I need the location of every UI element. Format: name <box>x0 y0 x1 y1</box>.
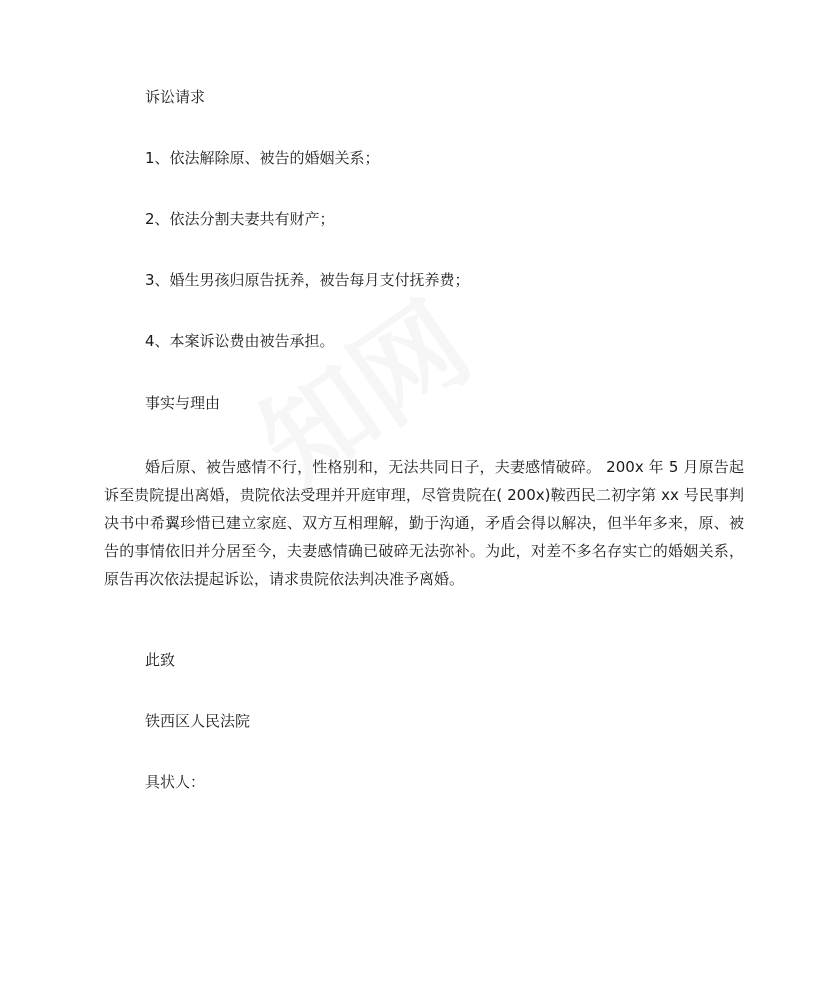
claim-item-2: 2、依法分割夫妻共有财产； <box>145 210 335 228</box>
claim-item-1: 1、依法解除原、被告的婚姻关系； <box>145 149 380 167</box>
heading-claims: 诉讼请求 <box>145 88 206 106</box>
closing-salutation: 此致 <box>145 651 176 669</box>
facts-paragraph: 婚后原、被告感情不行，性格别和，无法共同日子，夫妻感情破碎。 200x 年 5 月原告起诉至贵院提出离婚，贵院依法受理并开庭审理，尽管贵院在( 200x)鞍西民二初字第 xx 号民事判决书中希翼珍惜已建立家庭、双方互相理解，勤于沟通，矛盾会得以解决，但半年多来，原、被告的事情依旧并分居至今，夫妻感情确已破碎无法弥补。为此，对差不多名存实亡的婚姻关系，原告再次依法提起诉讼，请求贵院依法判决准予离婚。 <box>104 458 744 588</box>
claim-item-4: 4、本案诉讼费由被告承担。 <box>145 332 335 350</box>
signer-label: 具状人： <box>145 773 206 791</box>
heading-facts: 事实与理由 <box>145 394 221 412</box>
court-name: 铁西区人民法院 <box>145 712 251 730</box>
claim-item-3: 3、婚生男孩归原告抚养，被告每月支付抚养费； <box>145 271 470 289</box>
